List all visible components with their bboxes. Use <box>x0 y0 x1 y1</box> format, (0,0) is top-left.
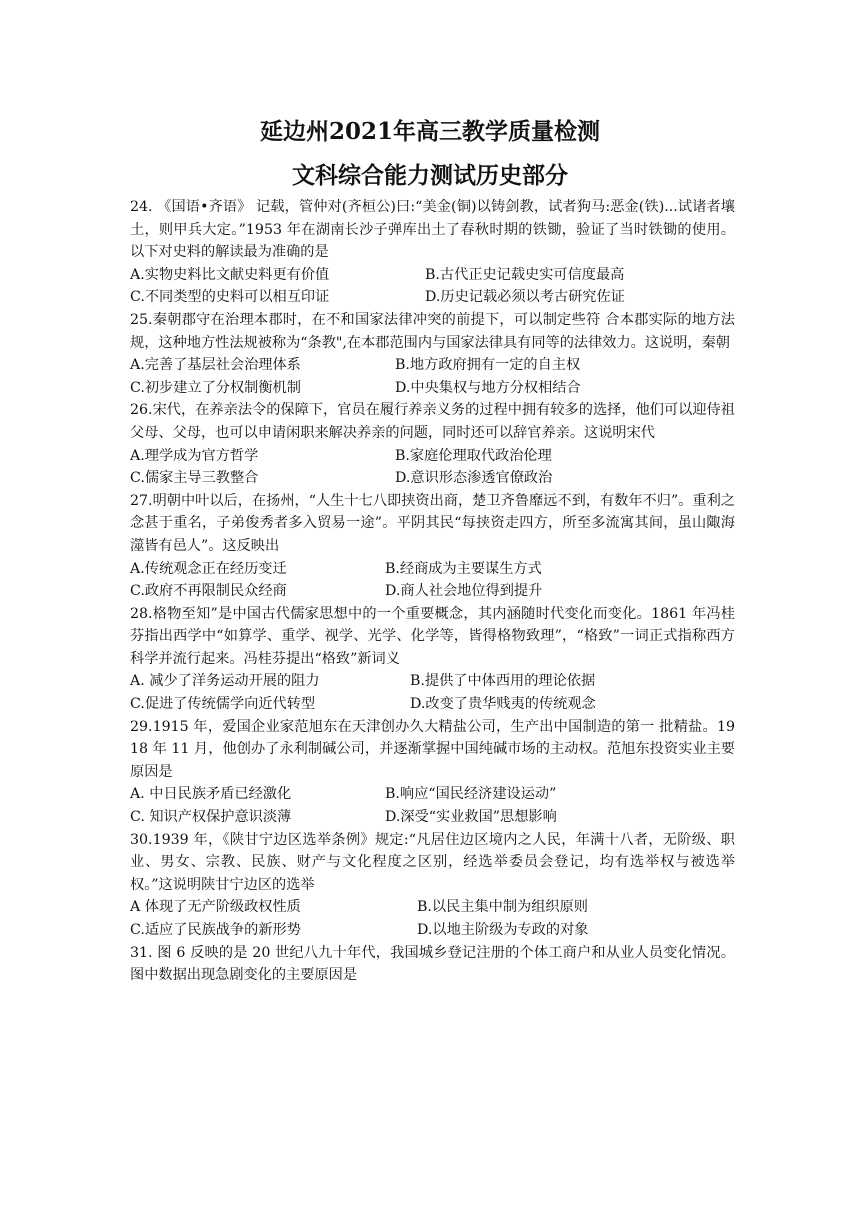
option-b: B.家庭伦理取代政治伦理 <box>395 447 552 464</box>
question-stem: 25.秦朝郡守在治理本郡时，在不和国家法律冲突的前提下，可以制定些符 合本郡实际的地方法规，这种地方性法规被称为“条教",在本郡范围内与国家法律具有同等的法律效力。这说明，秦朝 <box>130 311 735 351</box>
question-stem: 30.1939 年，《陕甘宁边区选举条例》规定:“凡居住边区境内之人民，年满十八者，无阶级、职业、男女、宗教、民族、财产与文化程度之区别，经选举委员会登记，均有选举权与被选举权。”这说明陕甘宁边区的选举 <box>130 831 735 893</box>
option-row <box>130 919 735 942</box>
option-b: B.以民主集中制为组织原则 <box>417 899 588 916</box>
question-stem: 28.格物至知”是中国古代儒家思想中的一个重要概念，其内涵随时代变化而变化。1861 年冯桂芬指出西学中“如算学、重学、视学、光学、化学等，皆得格物致理”，“格致”一词正式指称西方科学并流行起来。冯桂芬提出“格致”新词义 <box>130 605 735 667</box>
question-30 <box>130 829 735 942</box>
option-c: C. 知识产权保护意识淡薄 <box>130 809 292 826</box>
option-a: A.理学成为官方哲学 <box>130 447 259 464</box>
question-28 <box>130 603 735 716</box>
option-a: A 体现了无产阶级政权性质 <box>130 899 301 916</box>
question-stem: 29.1915 年，爱国企业家范旭东在天津创办久大精盐公司，生产出中国制造的第一 批精盐。1918 年 11 月，他创办了永利制碱公司，并逐渐掌握中国纯碱市场的主动权。范旭东投资实业主要原因是 <box>130 718 735 780</box>
option-b: B.经商成为主要谋生方式 <box>385 560 542 577</box>
option-c: C.适应了民族战争的新形势 <box>130 922 301 938</box>
option-row <box>130 806 735 829</box>
question-stem: 27.明朝中叶以后，在扬州，“人生十七八即挟资出商，楚卫齐鲁靡远不到，有数年不归”。重利之念甚于重名，子弟俊秀者多入贸易一途”。平阴其民“每挟资走四方，所至多流寓其间，虽山陬海澨皆有邑人”。这反映出 <box>130 492 735 554</box>
option-row <box>130 693 735 716</box>
exam-title: 延边州2021年高三教学质量检测 <box>259 118 600 145</box>
option-c: C.政府不再限制民众经商 <box>130 583 287 600</box>
option-c: C.不同类型的史料可以相互印证 <box>130 289 330 306</box>
option-a: A.传统观念正在经历变迁 <box>130 560 287 577</box>
option-a: A. 减少了洋务运动开展的阻力 <box>130 673 320 690</box>
option-c: C.初步建立了分权制衡机制 <box>130 379 301 396</box>
option-c: C.儒家主导三教整合 <box>130 470 259 487</box>
question-25 <box>130 309 735 399</box>
option-d: D.意识形态渗透官僚政治 <box>395 470 553 487</box>
option-a: A. 中日民族矛盾已经激化 <box>130 786 292 803</box>
question-stem: 24. 《国语•齐语》 记载，管仲对(齐桓公)曰:“美金(铜)以铸剑教，试者狗马:恶金(铁)...试诸者壤土，则甲兵大定。”1953 年在湖南长沙子弹库出土了春秋时期的铁锄，验证了当时铁锄的使用。以下对史料的解读最为准确的是 <box>130 199 735 261</box>
question-stem: 31. 图 6 反映的是 20 世纪八九十年代，我国城乡登记注册的个体工商户和从业人员变化情况。图中数据出现急剧变化的主要原因是 <box>130 944 735 984</box>
question-29 <box>130 716 735 829</box>
question-stem: 26.宋代，在养亲法令的保障下，官员在履行养亲义务的过程中拥有较多的选择，他们可以迎侍祖父母、父母，也可以申请闲职来解决养亲的问题，同时还可以辞官养亲。这说明宋代 <box>130 402 735 441</box>
option-d: D.中央集权与地方分权相结合 <box>395 379 581 396</box>
option-row <box>130 558 735 581</box>
option-row <box>130 286 735 309</box>
question-24 <box>130 196 735 309</box>
option-c: C.促进了传统儒学向近代转型 <box>130 696 316 713</box>
option-b: B.地方政府拥有一定的自主权 <box>395 357 581 374</box>
option-row <box>130 354 735 377</box>
option-d: D.历史记载必须以考古研究佐证 <box>425 289 625 306</box>
option-row <box>130 377 735 400</box>
questions-area <box>130 196 735 987</box>
option-row <box>130 896 735 919</box>
question-31 <box>130 942 735 987</box>
option-row <box>130 264 735 287</box>
option-b: B.响应“国民经济建设运动” <box>385 786 557 803</box>
option-row <box>130 783 735 806</box>
option-row <box>130 670 735 693</box>
option-row <box>130 580 735 603</box>
option-row <box>130 467 735 490</box>
option-d: D.改变了贵华贱夷的传统观念 <box>410 696 596 713</box>
option-b: B.古代正史记载史实可信度最高 <box>425 266 625 283</box>
option-d: D.深受“实业救国”思想影响 <box>385 809 557 826</box>
option-a: A.完善了基层社会治理体系 <box>130 357 301 374</box>
option-a: A.实物史料比文献史料更有价值 <box>130 266 330 283</box>
option-d: D.商人社会地位得到提升 <box>385 583 543 600</box>
option-b: B.提供了中体西用的理论依据 <box>410 673 596 690</box>
option-row <box>130 445 735 468</box>
exam-subtitle: 文科综合能力测试历史部分 <box>292 162 568 189</box>
question-26 <box>130 399 735 489</box>
option-d: D.以地主阶级为专政的对象 <box>417 922 589 938</box>
question-27 <box>130 490 735 603</box>
